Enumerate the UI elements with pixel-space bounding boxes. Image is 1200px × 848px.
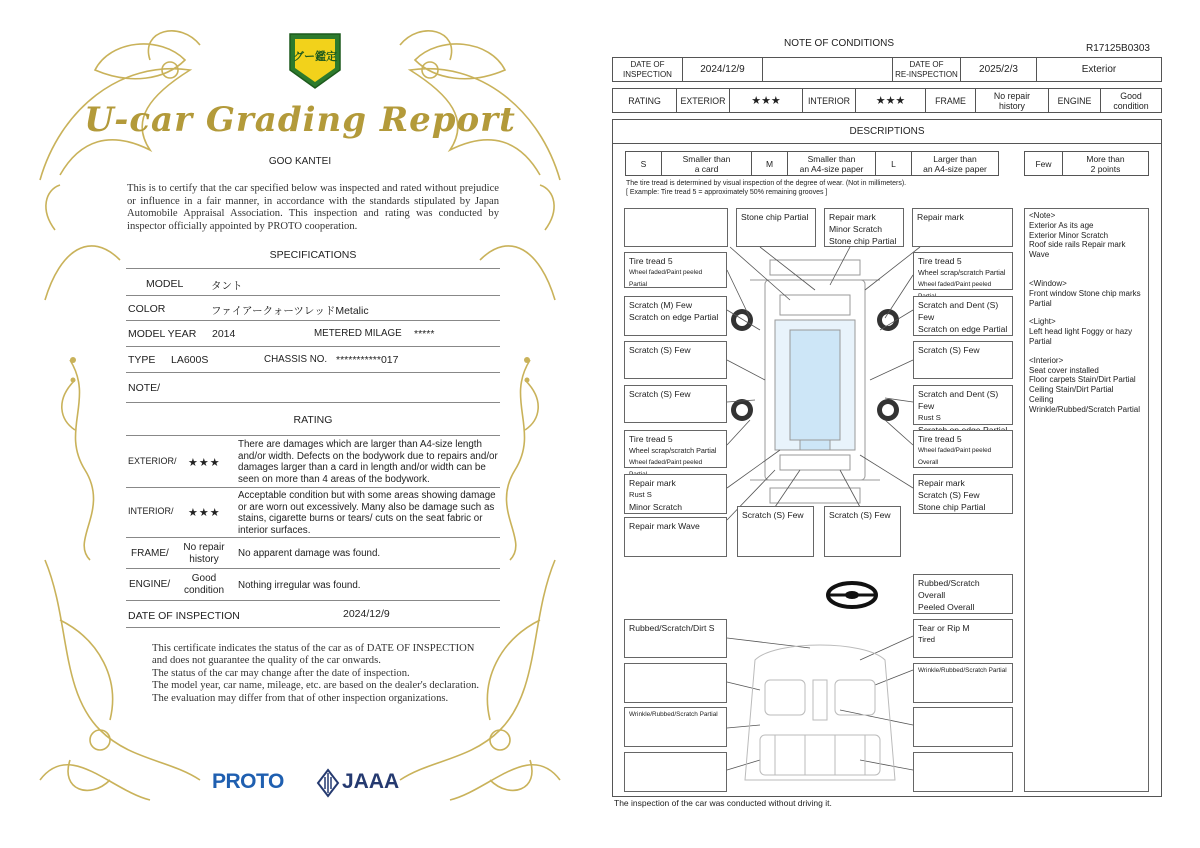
- exterior-label: EXTERIOR: [677, 89, 730, 112]
- note-box-left-5: [624, 430, 727, 468]
- note-line: Scratch (M) Few: [629, 300, 693, 310]
- note-line: Exterior As its age: [1029, 220, 1094, 230]
- legend-s-desc-2: a card: [694, 163, 719, 174]
- note-line: Scratch (S) Few: [829, 510, 891, 520]
- note-line: Wheel faded/Paint peeled: [918, 281, 992, 288]
- rating-heading: RATING: [293, 414, 333, 426]
- note-box-interior-right-4: [913, 752, 1013, 792]
- note-line: Wheel faded/Paint peeled Partial: [629, 269, 703, 288]
- note-box-interior-right-1: [913, 619, 1013, 658]
- note-line: Repair mark: [917, 212, 964, 222]
- note-line: Repair mark: [629, 478, 676, 488]
- note-line: Tire tread 5: [918, 434, 962, 444]
- note-box-interior-left-4: [624, 752, 727, 792]
- general-notes-panel: [1024, 208, 1149, 792]
- model-year-value: 2014: [212, 328, 236, 340]
- footer-line: The evaluation may differ from that of other inspection organizations.: [152, 692, 449, 704]
- spacer: [1029, 308, 1144, 317]
- note-box-interior-right-3: [913, 707, 1013, 747]
- note-box-steering: [913, 574, 1013, 614]
- exterior-label: EXTERIOR/: [128, 456, 177, 466]
- footer-line: The status of the car may change after the date of inspection.: [152, 667, 410, 679]
- note-line: Rust S: [629, 490, 652, 499]
- reinsp-label-line-1: DATE OF: [909, 59, 944, 69]
- date-of-inspection-label: DATE OF INSPECTION: [128, 610, 240, 622]
- legend-m: M: [752, 152, 788, 175]
- note-box-right-4: [913, 385, 1013, 425]
- note-line: Minor Scratch: [629, 502, 683, 512]
- frame-description: No apparent damage was found.: [238, 548, 381, 559]
- note-line: Roof side rails Repair mark Wave: [1029, 240, 1126, 260]
- jaaa-logo: JAAA: [342, 770, 400, 793]
- interior-label: INTERIOR: [803, 89, 856, 112]
- date-label-line-1: DATE OF: [630, 59, 665, 69]
- certificate-title: U-car Grading Report: [84, 100, 516, 140]
- engine-value: [174, 573, 234, 596]
- date-of-inspection-value: 2024/12/9: [343, 608, 390, 620]
- note-box-right-3: [913, 341, 1013, 379]
- engine-description: Nothing irregular was found.: [238, 580, 361, 591]
- note-line: Scratch and Dent (S) Few: [918, 389, 999, 411]
- note-line: Scratch and Dent (S) Few: [918, 300, 999, 322]
- jaaa-mark-icon: [318, 770, 338, 796]
- engine-value-line-2: condition: [1113, 100, 1149, 111]
- note-line: Rubbed/Scratch/Dirt S: [629, 623, 715, 633]
- note-box-right-5: [913, 430, 1013, 468]
- interior-stars: ★★★: [188, 507, 221, 519]
- frame-label: FRAME/: [131, 548, 169, 559]
- exterior-stars: ★★★: [730, 89, 803, 112]
- note-line: Wheel scrap/scratch Partial: [629, 446, 717, 455]
- note-box-interior-left-3: [624, 707, 727, 747]
- type-value: LA600S: [171, 354, 209, 366]
- note-line: Scratch on edge Partial: [918, 324, 1008, 334]
- date-label-line-2: INSPECTION: [623, 69, 672, 79]
- spec-row-model-year: [126, 321, 500, 347]
- note-line: Repair mark: [829, 212, 876, 222]
- metered-milage-value: *****: [414, 328, 435, 340]
- legend-few-desc-2: 2 points: [1090, 163, 1121, 174]
- note-line: Minor Scratch: [829, 224, 883, 234]
- interior-description: Acceptable condition but with some areas showing damage or are worn out excessively. Many also be damage such as stains, cigarette burns or tears/ cuts on the seat fabric or interior surfaces.: [238, 490, 496, 536]
- note-box-bottom-center-left: [737, 506, 814, 557]
- legend-m-desc-2: an A4-size paper: [799, 163, 864, 174]
- chassis-value: ***********017: [336, 354, 399, 366]
- exterior-description: There are damages which are larger than A4-size length and/or width. Defects on the bodywork due to repairs and/or damages larger than a card in length and/or width can be seen on more than 4 areas of the bodywork.: [238, 439, 498, 485]
- spec-row-color: [126, 296, 500, 321]
- frame-value: [174, 542, 234, 565]
- legend-l: L: [876, 152, 912, 175]
- specifications-heading: SPECIFICATIONS: [269, 249, 357, 261]
- conditions-title: NOTE OF CONDITIONS: [784, 38, 894, 49]
- note-line: Wheel faded/Paint peeled: [629, 459, 703, 466]
- note-line: Front window Stone chip marks Partial: [1029, 288, 1141, 308]
- steering-wheel-icon: [825, 580, 879, 610]
- category-value: Exterior: [1081, 63, 1117, 75]
- color-value: ファイアークォーツレッドMetalic: [211, 305, 369, 317]
- note-line: Scratch (S) Few: [629, 345, 691, 355]
- note-line: <Note>: [1029, 211, 1056, 220]
- rating-row-exterior: [126, 435, 500, 488]
- note-line: Floor carpets Stain/Dirt Partial: [1029, 375, 1136, 385]
- spacer: [1029, 260, 1144, 279]
- model-label: MODEL: [146, 278, 184, 290]
- type-label: TYPE: [128, 354, 156, 366]
- engine-value-line-1: Good: [191, 573, 217, 584]
- note-line: Stone chip Partial: [741, 212, 809, 222]
- spec-row-type: [126, 347, 500, 373]
- note-box-left-1: [624, 252, 727, 288]
- note-box-top-center-right: [824, 208, 904, 247]
- legend-s-desc-1: Smaller than: [682, 153, 731, 164]
- rating-label: RATING: [613, 89, 677, 112]
- engine-label: ENGINE/: [129, 579, 171, 590]
- note-line: Rubbed/Scratch Overall: [918, 578, 980, 600]
- re-inspection-date-value: 2025/2/3: [961, 58, 1037, 81]
- note-line: <Light>: [1029, 317, 1056, 327]
- frame-value-line-2: history: [189, 553, 219, 565]
- engine-value-line-2: condition: [183, 584, 225, 596]
- note-box-right-6: [913, 474, 1013, 514]
- certificate-intro: This is to certify that the car specified below was inspected and rated without prejudice or influence in a fair manner, in accordance with the standards stipulated by Japan Automobile Appraisal Association. This inspection and rating was conducted by inspector officially appointed by PROTO cooperation.: [127, 183, 499, 232]
- note-label: NOTE/: [128, 382, 161, 394]
- note-line: Tear or Rip M: [918, 623, 970, 633]
- note-box-left-4: [624, 385, 727, 423]
- legend-l-desc-2: an A4-size paper: [923, 163, 987, 174]
- note-box-top-right: [912, 208, 1013, 247]
- legend-few: Few: [1025, 152, 1063, 175]
- rating-row-date: [126, 601, 500, 628]
- note-line: Stone chip Partial: [918, 502, 986, 512]
- note-line: Tired: [918, 635, 936, 644]
- note-line: Peeled Overall: [918, 602, 975, 612]
- note-line: <Interior>: [1029, 355, 1064, 365]
- note-box-left-6: [624, 474, 727, 514]
- note-line: Repair mark: [918, 478, 965, 488]
- note-line: Left head light Foggy or hazy Partial: [1029, 327, 1133, 346]
- note-line: Rust S: [918, 413, 941, 422]
- note-line: Tire tread 5: [918, 256, 962, 266]
- color-label: COLOR: [128, 303, 166, 315]
- frame-value-line-1: No repair: [993, 90, 1031, 101]
- footer-line: The model year, car name, mileage, etc. are based on the dealer's declaration.: [152, 680, 480, 692]
- note-line: Ceiling Stain/Dirt Partial: [1029, 385, 1114, 395]
- inspection-date-value: 2024/12/9: [683, 58, 763, 81]
- legend-few-desc-1: More than: [1086, 153, 1125, 164]
- model-year-label: MODEL YEAR: [128, 328, 197, 340]
- chassis-label: CHASSIS NO.: [264, 354, 328, 365]
- note-box-interior-left-1: [624, 619, 727, 658]
- rating-row-engine: [126, 569, 500, 601]
- report-number: R17125B0303: [1086, 43, 1150, 54]
- engine-value-line-1: Good: [1120, 90, 1142, 101]
- footer-line: This certificate indicates the status of the car as of DATE OF INSPECTION and does not guarantee the quality of the car onwards.: [152, 643, 475, 667]
- note-line: Wheel scrap/scratch Partial: [918, 268, 1006, 277]
- note-box-top-center-left: [736, 208, 816, 247]
- note-box-interior-left-2: [624, 663, 727, 703]
- note-line: Wheel faded/Paint peeled Overall: [918, 447, 992, 466]
- rating-row-frame: [126, 538, 500, 569]
- note-line: Wrinkle/Rubbed/Scratch Partial: [629, 711, 718, 718]
- frame-value-line-2: history: [999, 100, 1025, 111]
- certificate-subtitle: GOO KANTEI: [268, 156, 332, 167]
- exterior-stars: ★★★: [188, 457, 221, 469]
- note-box-interior-right-2: [913, 663, 1013, 703]
- note-line: Wrinkle/Rubbed/Scratch Partial: [1029, 404, 1141, 414]
- frame-value-line-1: No repair: [183, 542, 225, 553]
- note-line: Exterior Minor Scratch: [1029, 230, 1109, 240]
- note-line: Tire tread 5: [629, 256, 673, 266]
- note-line: Scratch (S) Few: [742, 510, 804, 520]
- note-box-right-2: [913, 296, 1013, 336]
- note-box-left-7: [624, 517, 727, 557]
- note-line: <Window>: [1029, 278, 1067, 288]
- note-of-conditions: [600, 0, 1200, 848]
- badge-text: グー鑑定: [293, 51, 337, 63]
- legend-m-desc-1: Smaller than: [807, 153, 856, 164]
- spec-row-note: [126, 373, 500, 403]
- model-value: タント: [211, 280, 243, 292]
- rating-row-interior: [126, 488, 500, 538]
- note-line: Tire tread 5: [629, 434, 673, 444]
- footnote: The inspection of the car was conducted without driving it.: [614, 798, 832, 808]
- note-line: Stone chip Partial: [829, 236, 897, 246]
- metered-milage-label: METERED MILAGE: [314, 328, 402, 339]
- car-interior-diagram: [735, 640, 905, 790]
- note-line: Seat cover installed: [1029, 365, 1099, 375]
- note-box-top-left: [624, 208, 728, 247]
- spec-row-model: [126, 268, 500, 296]
- interior-stars: ★★★: [856, 89, 926, 112]
- note-box-left-2: [624, 296, 727, 336]
- tire-note-1: The tire tread is determined by visual inspection of the degree of wear. (Not in millimeters).: [626, 180, 907, 187]
- note-line: Wrinkle/Rubbed/Scratch Partial: [918, 667, 1007, 674]
- engine-label: ENGINE: [1049, 89, 1101, 112]
- tire-note-2: [ Example: Tire tread 5 = approximately 50% remaining grooves ]: [626, 189, 828, 196]
- frame-label: FRAME: [926, 89, 976, 112]
- certificate-footer: [152, 643, 482, 705]
- note-box-left-3: [624, 341, 727, 379]
- note-line: Scratch (S) Few: [918, 490, 980, 500]
- note-line: Scratch (S) Few: [918, 345, 980, 355]
- reinsp-label-line-2: RE-INSPECTION: [895, 69, 958, 79]
- note-box-bottom-center-right: [824, 506, 901, 557]
- note-box-right-1: [913, 252, 1013, 290]
- legend-l-desc-1: Larger than: [933, 153, 977, 164]
- interior-label: INTERIOR/: [128, 506, 174, 516]
- note-line: Scratch (S) Few: [629, 389, 691, 399]
- note-line: Scratch on edge Partial: [629, 312, 719, 322]
- note-line: Ceiling: [1029, 394, 1054, 404]
- proto-logo: PROTO: [212, 770, 284, 793]
- legend-s: S: [626, 152, 662, 175]
- spacer: [1029, 347, 1144, 356]
- note-line: Repair mark Wave: [629, 521, 700, 531]
- descriptions-title: DESCRIPTIONS: [612, 119, 1162, 144]
